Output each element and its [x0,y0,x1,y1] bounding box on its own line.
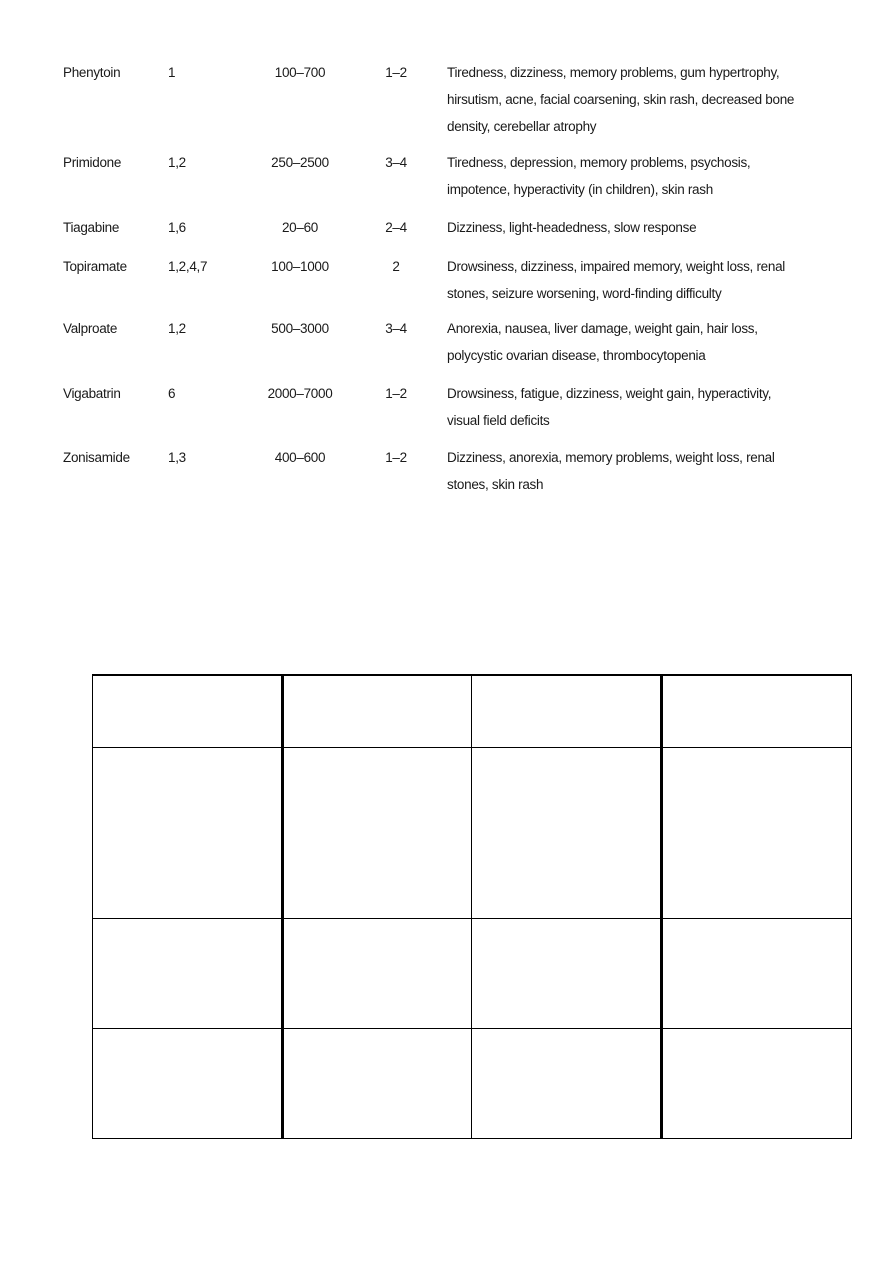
drug-name: Vigabatrin [63,386,121,401]
drug-effects: Dizziness, light-headedness, slow response [447,220,697,235]
drug-name: Valproate [63,321,118,336]
column-divider [281,676,284,1138]
column-divider [471,676,472,1138]
row-divider [93,747,851,748]
drug-effects: Anorexia, nausea, liver damage, weight gain, hair loss, polycystic ovarian disease, thrombocytopenia [447,321,758,363]
row-divider [93,1028,851,1029]
drug-indication: 1 [168,65,176,80]
drug-effects: Drowsiness, dizziness, impaired memory, weight loss, renal stones, seizure worsening, word-finding difficulty [447,259,785,301]
drug-indication: 1,2 [168,155,186,170]
drug-frequency: 1–2 [385,450,407,465]
drug-indication: 1,6 [168,220,186,235]
drug-dose: 100–1000 [271,259,329,274]
drug-frequency: 1–2 [385,65,407,80]
drug-name: Topiramate [63,259,127,274]
drug-frequency: 2 [392,259,400,274]
drug-effects: Drowsiness, fatigue, dizziness, weight gain, hyperactivity, visual field deficits [447,386,772,428]
drug-dose: 100–700 [274,65,326,80]
drug-dose: 500–3000 [271,321,329,336]
drug-frequency: 3–4 [385,155,407,170]
drug-name: Tiagabine [63,220,120,235]
blank-table-grid [92,674,852,1139]
drug-effects: Tiredness, dizziness, memory problems, gum hypertrophy, hirsutism, acne, facial coarsening, skin rash, decreased bone density, cerebellar atrophy [447,65,795,134]
drug-indication: 1,2,4,7 [168,259,208,274]
drug-indication: 6 [168,386,176,401]
drug-name: Zonisamide [63,450,130,465]
row-divider [93,918,851,919]
drug-effects: Dizziness, anorexia, memory problems, weight loss, renal stones, skin rash [447,450,775,492]
drug-frequency: 2–4 [385,220,407,235]
drug-effects: Tiredness, depression, memory problems, psychosis, impotence, hyperactivity (in children), skin rash [447,155,751,197]
drug-dose: 400–600 [274,450,326,465]
drug-indication: 1,3 [168,450,186,465]
drug-frequency: 3–4 [385,321,407,336]
drug-name: Phenytoin [63,65,121,80]
drug-dose: 2000–7000 [267,386,333,401]
drug-dose: 20–60 [281,220,319,235]
drug-frequency: 1–2 [385,386,407,401]
drug-indication: 1,2 [168,321,186,336]
drug-dose: 250–2500 [271,155,329,170]
column-divider [660,676,663,1138]
drug-name: Primidone [63,155,122,170]
